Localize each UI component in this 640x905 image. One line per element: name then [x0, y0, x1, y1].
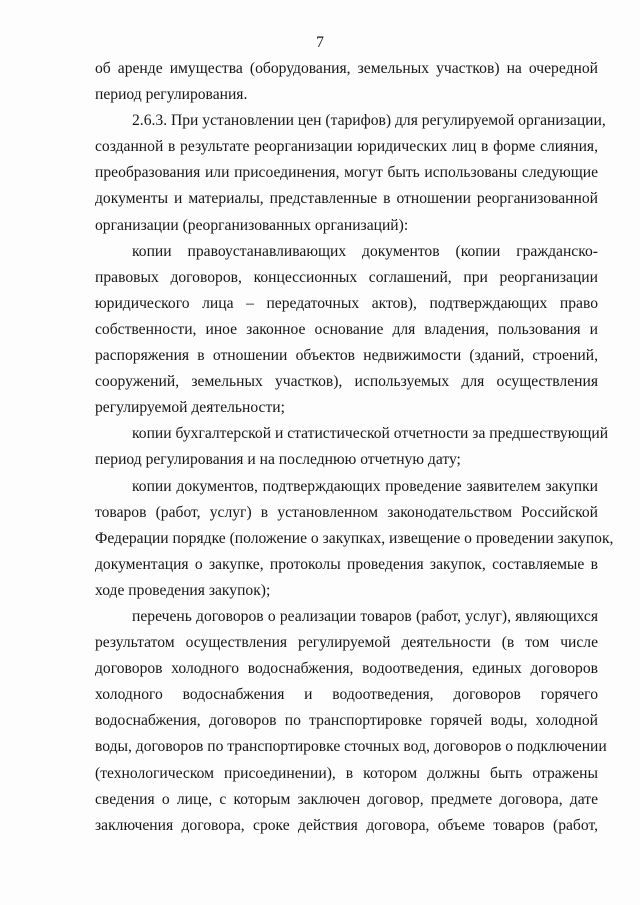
text-line: сведения о лице, с которым заключен договор, предмете договора, дате	[95, 790, 598, 808]
text-line: договоров холодного водоснабжения, водоотведения, единых договоров	[95, 660, 598, 678]
text-line: созданной в результате реорганизации юридических лиц в форме слияния,	[95, 138, 598, 156]
text-line: период регулирования.	[95, 86, 248, 104]
text-line: об аренде имущества (оборудования, земельных участков) на очередной	[95, 60, 598, 77]
text-line: (технологическом присоединении), в котором должны быть отражены	[95, 764, 598, 782]
document-body	[95, 56, 614, 839]
text-line: преобразования или присоединения, могут быть использованы следующие	[95, 164, 598, 182]
text-line: документы и материалы, представленные в отношении реорганизованной	[95, 190, 598, 208]
text-line: результатом осуществления регулируемой деятельности (в том числе	[95, 634, 598, 652]
text-line: документация о закупке, протоколы проведения закупок, составляемые в	[95, 555, 598, 573]
text-line: 2.6.3. При установлении цен (тарифов) для регулируемой организации,	[132, 112, 606, 130]
text-line: заключения договора, сроке действия договора, объеме товаров (работ,	[95, 816, 598, 834]
text-line: собственности, иное законное основание для владения, пользования и	[95, 320, 598, 338]
text-line: копии документов, подтверждающих проведение заявителем закупки	[132, 477, 598, 495]
paragraph	[95, 239, 598, 422]
text-line: регулируемой деятельности;	[95, 399, 285, 417]
paragraph	[95, 604, 607, 839]
text-line: правовых договоров, концессионных соглашений, при реорганизации	[95, 268, 598, 286]
text-line: копии правоустанавливающих документов (копии гражданско-	[132, 242, 598, 260]
text-line: перечень договоров о реализации товаров (работ, услуг), являющихся	[132, 607, 598, 625]
text-line: холодного водоснабжения и водоотведения, договоров горячего	[95, 686, 598, 704]
paragraph	[95, 421, 609, 473]
text-line: распоряжения в отношении объектов недвижимости (зданий, строений,	[95, 347, 598, 365]
text-line: воды, договоров по транспортировке сточных вод, договоров о подключении	[95, 738, 607, 756]
text-line: водоснабжения, договоров по транспортировке горячей воды, холодной	[95, 712, 598, 730]
text-line: ходе проведения закупок);	[95, 581, 271, 599]
text-line: сооружений, земельных участков), используемых для осуществления	[95, 373, 598, 391]
paragraph	[95, 474, 614, 604]
text-line: товаров (работ, услуг) в установленном законодательством Российской	[95, 503, 598, 521]
text-line: организации (реорганизованных организаций):	[95, 216, 409, 234]
text-line: копии бухгалтерской и статистической отчетности за предшествующий	[132, 425, 609, 443]
text-line: Федерации порядке (положение о закупках, извещение о проведении закупок,	[95, 529, 614, 547]
page-number: 7	[316, 34, 324, 51]
text-line: юридического лица – передаточных актов), подтверждающих право	[95, 294, 598, 312]
paragraph	[95, 56, 598, 108]
paragraph	[95, 108, 606, 238]
text-line: период регулирования и на последнюю отчетную дату;	[95, 451, 461, 469]
